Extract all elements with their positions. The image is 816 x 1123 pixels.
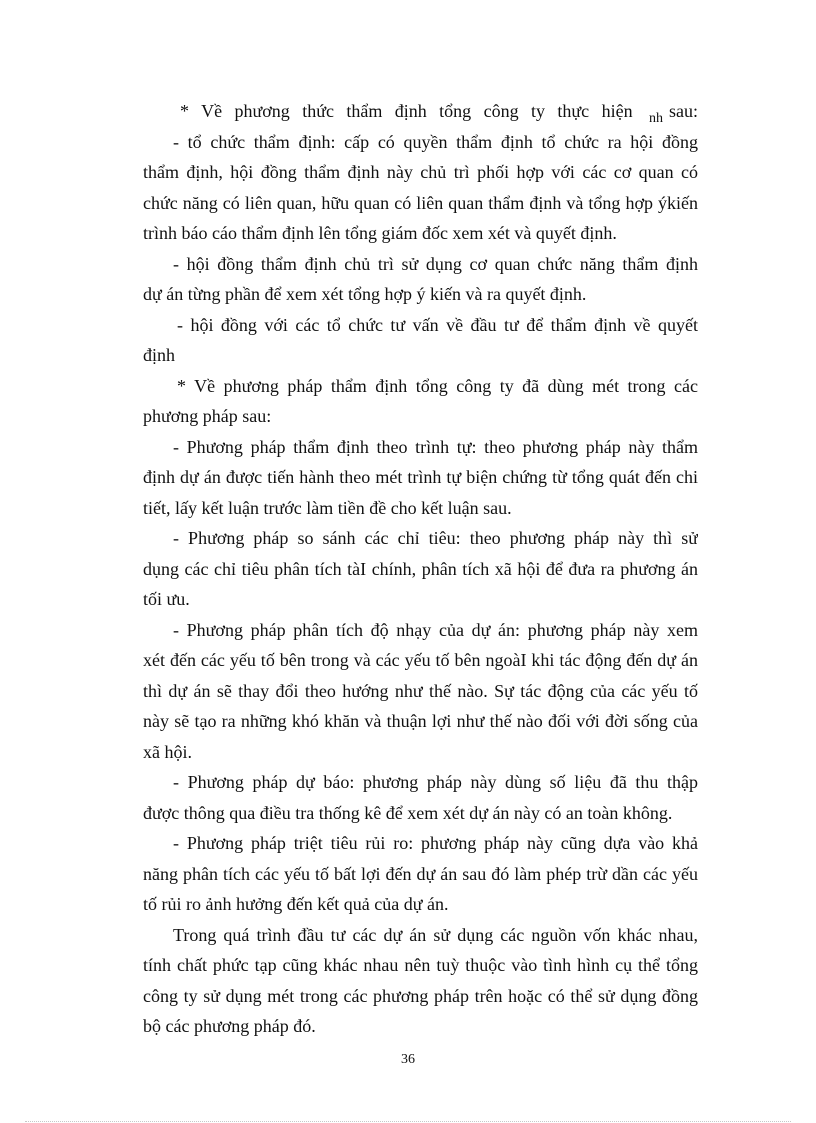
- text-line: này sẽ tạo ra những khó khăn và thuận lợi như thế nào đối với đời sống của: [143, 711, 698, 731]
- text-line: - Phương pháp phân tích độ nhạy của dự án: phương pháp này xem: [173, 619, 698, 640]
- text-line: * Về phương pháp thẩm định tổng công ty đã dùng mét trong các: [177, 375, 698, 396]
- text-line: xét đến các yếu tố bên trong và các yếu tố bên ngoàI khi tác động đến dự án: [143, 650, 698, 670]
- text-line: - hội đồng thẩm định chủ trì sử dụng cơ quan chức năng thẩm định: [173, 253, 698, 274]
- text-line: định dự án được tiến hành theo mét trình tự biện chứng từ tổng quát đến chi: [143, 467, 698, 487]
- text-line: - Phương pháp triệt tiêu rủi ro: phương pháp này cũng dựa vào khả: [173, 833, 698, 853]
- text-line: được thông qua điều tra thống kê để xem xét dự án này có an toàn không.: [143, 802, 673, 823]
- text-line: * Về phương thức thẩm định tổng công ty thực hiện $_{nh}$ sau:: [180, 101, 698, 126]
- text-line: năng phân tích các yếu tố bất lợi đến dự án sau đó làm phép trừ dần các yếu: [143, 863, 698, 884]
- text-line: - hội đồng với các tổ chức tư vấn về đầu tư để thẩm định về quyết: [177, 314, 698, 335]
- text-line: công ty sử dụng mét trong các phương pháp trên hoặc có thể sử dụng đồng: [143, 985, 698, 1006]
- subscript-fragment: nh: [649, 111, 664, 126]
- text-line: xã hội.: [143, 741, 192, 762]
- text-line: tố rủi ro ảnh hưởng đến kết quả của dự án.: [143, 894, 449, 914]
- text-line: thì dự án sẽ thay đổi theo hướng như thế nào. Sự tác động của các yếu tố: [143, 680, 698, 701]
- footer-divider: [25, 1121, 791, 1122]
- text-line: - Phương pháp so sánh các chỉ tiêu: theo phương pháp này thì sử: [173, 528, 698, 548]
- text-line: định: [143, 345, 176, 365]
- text-line: tính chất phức tạp cũng khác nhau nên tuỳ thuộc vào tình hình cụ thể tổng: [143, 955, 698, 975]
- page-number: 36: [401, 1052, 415, 1067]
- text-line: tiết, lấy kết luận trước làm tiền đề cho kết luận sau.: [143, 497, 512, 518]
- body-text: [143, 96, 698, 1042]
- text-line: thẩm định, hội đồng thẩm định này chủ trì phối hợp với các cơ quan có: [143, 162, 698, 182]
- text-line: tối ưu.: [143, 589, 190, 609]
- text-line: trình báo cáo thẩm định lên tổng giám đốc xem xét và quyết định.: [143, 223, 617, 243]
- text-line: dự án từng phần để xem xét tổng hợp ý kiến và ra quyết định.: [143, 284, 587, 304]
- text-line: bộ các phương pháp đó.: [143, 1016, 316, 1036]
- text-line: dụng các chỉ tiêu phân tích tàI chính, phân tích xã hội để đưa ra phương án: [143, 558, 698, 579]
- text-line: chức năng có liên quan, hữu quan có liên quan thẩm định và tổng hợp ýkiến: [143, 192, 698, 213]
- text-line: Trong quá trình đầu tư các dự án sử dụng các nguồn vốn khác nhau,: [173, 924, 698, 945]
- text-line: - tổ chức thẩm định: cấp có quyền thẩm định tổ chức ra hội đồng: [173, 131, 698, 152]
- text-line: phương pháp sau:: [143, 406, 272, 426]
- text-line: - Phương pháp thẩm định theo trình tự: theo phương pháp này thẩm: [173, 436, 698, 457]
- text-line: - Phương pháp dự báo: phương pháp này dùng số liệu đã thu thập: [173, 772, 698, 792]
